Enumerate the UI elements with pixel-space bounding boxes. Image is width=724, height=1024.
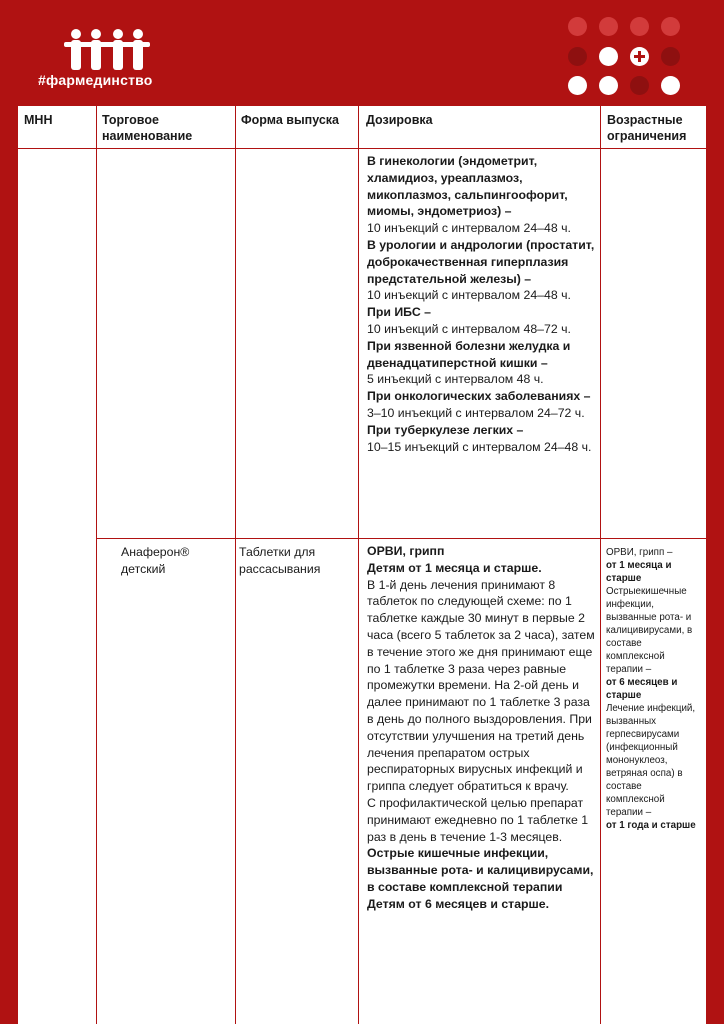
dosage-line: 10 инъекций с интервалом 24–48 ч. [367,221,571,236]
age-line: от 1 года и старше [606,820,696,831]
dosage-line: Острые кишечные инфекции, вызванные рота- и калицивирусами, в составе комплексной терапии [367,846,594,894]
dosage-line: 3–10 инъекций с интервалом 24–72 ч. [367,405,585,420]
people-holding-hands-icon [62,28,152,72]
age-line: Острыекишечные инфекции, вызванные рота- и калицивирусами, в составе комплексной терапии – [606,586,693,675]
dosage-line: С профилактической целью препарат принимают ежедневно по 1 таблетке 1 раз в день в течение 1-3 месяцев. [367,795,589,844]
dosage-line: Детям от 6 месяцев и старше. [367,896,550,911]
drug-table [18,106,706,1024]
dosage-line: Детям от 1 месяца и старше. [367,560,542,575]
brand-logo [38,28,178,92]
dosage-line: В гинекологии (эндометрит, хламидиоз, уреаплазмоз, микоплазмоз, сальпингоофорит, миомы, эндометриоз) – [367,154,568,219]
medical-cross-icon [630,47,649,66]
row2-form: Таблетки для рассасывания [239,545,321,576]
dosage-line: В 1-й день лечения принимают 8 таблеток по следующей схеме: по 1 таблетке каждые 30 минут в первые 2 часа (всего 5 таблеток за 2 часа), затем в течение этого же дня принимают еще по 1 таблетке 3 раза через равные промежутки времени. На 2-ой день и далее принимают по 1 таблетке 3 раза в день до полного выздоровления. При отсутствии улучшения на третий день лечения препаратом острых респираторных вирусных инфекций и гриппа следует обратиться к врачу. [367,577,595,794]
age-line: от 1 месяца и старше [606,560,672,584]
header-trade-name: Торговое наименование [102,113,193,143]
age-line: от 6 месяцев и старше [606,677,678,701]
row2-dosage [367,543,597,913]
dosage-line: ОРВИ, грипп [367,544,445,558]
row1-dosage [367,153,595,455]
header-age: Возрастные ограничения [607,113,687,143]
header-form: Форма выпуска [241,113,339,127]
row2-trade-name: Анаферон® детский [121,545,190,576]
decorative-dots [568,17,688,97]
header-dosage: Дозировка [366,113,433,127]
dosage-line: При онкологических заболеваниях – [367,389,591,404]
dosage-line: В урологии и андрологии (простатит, доброкачественная гиперплазия предстательной железы) – [367,237,595,286]
brand-hashtag: #фармединство [38,72,153,88]
dosage-line: 10–15 инъекций с интервалом 24–48 ч. [367,439,592,454]
row2-age [606,546,702,832]
dosage-line: При язвенной болезни желудка и двенадцатиперстной кишки – [367,338,571,370]
dosage-line: 10 инъекций с интервалом 48–72 ч. [367,321,571,336]
header-mnn: МНН [24,113,53,127]
dosage-line: При туберкулезе легких – [367,422,524,437]
age-line: Лечение инфекций, вызванных герпесвирусами (инфекционный мононуклеоз, ветряная оспа) в составе комплексной терапии – [606,703,696,818]
age-line: ОРВИ, грипп – [606,547,673,558]
dosage-line: При ИБС – [367,305,431,320]
dosage-line: 10 инъекций с интервалом 24–48 ч. [367,288,571,303]
dosage-line: 5 инъекций с интервалом 48 ч. [367,372,544,387]
